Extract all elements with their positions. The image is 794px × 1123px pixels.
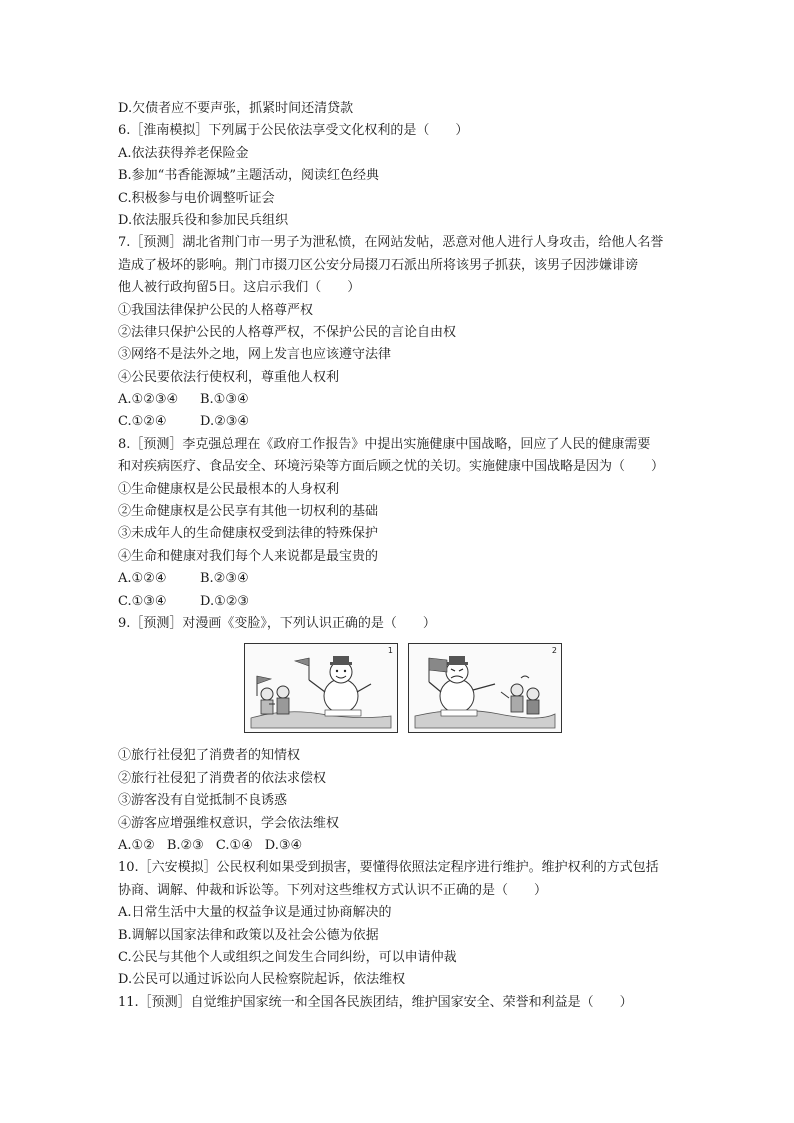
question-9-statement-2: ②旅行社侵犯了消费者的依法求偿权	[118, 770, 327, 786]
question-8-options-ab	[118, 568, 688, 590]
question-9-option-d: D.③④	[264, 837, 303, 853]
question-9-statement-3: ③游客没有自觉抵制不良诱惑	[118, 793, 288, 809]
question-9: 9.［预测］对漫画《变脸》，下列认识正确的是（ ）	[118, 615, 436, 631]
question-6: 6.［淮南模拟］下列属于公民依法享受文化权利的是（ ）	[118, 123, 469, 139]
exam-page	[118, 98, 688, 1014]
question-7-options-cd	[118, 411, 688, 433]
option-d-previous: D.欠债者应不要声张，抓紧时间还清贷款	[118, 101, 354, 116]
panel-1-number: 1	[387, 646, 393, 656]
question-6-option-d: D.依法服兵役和参加民兵组织	[118, 212, 289, 228]
question-10-option-b: B.调解以国家法律和政策以及社会公德为依据	[118, 927, 379, 943]
panel-2-number: 2	[551, 646, 557, 656]
question-7-line-1: 7.［预测］湖北省荆门市一男子为泄私愤，在网站发帖，恶意对他人进行人身攻击，给他人名誉	[118, 235, 664, 251]
snowman-chasing-tourists-illustration	[409, 644, 561, 732]
question-6-option-c: C.积极参与电价调整听证会	[118, 190, 275, 206]
question-10-option-c: C.公民与其他个人或组织之间发生合同纠纷，可以申请仲裁	[118, 949, 457, 965]
question-7-option-c: C.①②④	[118, 414, 167, 430]
question-11: 11.［预测］自觉维护国家统一和全国各民族团结，维护国家安全、荣誉和利益是（ ）	[118, 994, 633, 1010]
question-8-line-1: 8.［预测］李克强总理在《政府工作报告》中提出实施健康中国战略，回应了人民的健康需要	[118, 436, 651, 452]
question-6-option-a: A.依法获得养老保险金	[118, 145, 249, 161]
question-9-option-b: B.②③	[166, 837, 204, 853]
question-10-option-a: A.日常生活中大量的权益争议是通过协商解决的	[118, 905, 392, 921]
question-9-statement-4: ④游客应增强维权意识，学会依法维权	[118, 815, 340, 831]
question-8-line-2: 和对疾病医疗、食品安全、环境污染等方面后顾之忧的关切。实施健康中国战略是因为（ ）	[118, 459, 665, 475]
question-7-line-2: 造成了极坏的影响。荆门市掇刀区公安分局掇刀石派出所将该男子抓获，该男子因涉嫌诽谤	[118, 257, 639, 273]
question-8-option-b: B.②③④	[200, 571, 249, 587]
snowman-welcoming-tourists-illustration	[245, 644, 397, 732]
question-9-options	[118, 835, 688, 857]
question-7-statement-4: ④公民要依法行使权利，尊重他人权利	[118, 369, 340, 385]
comic-figure	[118, 643, 688, 735]
question-6-option-b: B.参加“书香能源城”主题活动，阅读红色经典	[118, 168, 379, 184]
question-7-line-3: 他人被行政拘留5日。这启示我们（ ）	[118, 280, 361, 296]
question-8-option-c: C.①③④	[118, 593, 167, 609]
question-9-option-c: C.①④	[215, 837, 253, 853]
question-7-options-ab	[118, 389, 688, 411]
question-7-option-b: B.①③④	[200, 392, 249, 408]
question-7-statement-3: ③网络不是法外之地，网上发言也应该遵守法律	[118, 347, 392, 363]
comic-panel-1	[244, 643, 398, 733]
question-7-statement-2: ②法律只保护公民的人格尊严权，不保护公民的言论自由权	[118, 324, 457, 340]
question-10-line-1: 10.［六安模拟］公民权利如果受到损害，要懂得依照法定程序进行维护。维护权利的方式包括	[118, 860, 659, 876]
question-9-option-a: A.①②	[118, 837, 155, 853]
question-7-option-d: D.②③④	[200, 414, 250, 430]
question-8-option-d: D.①②③	[200, 593, 250, 609]
question-8-statement-3: ③未成年人的生命健康权受到法律的特殊保护	[118, 526, 379, 542]
question-10-line-2: 协商、调解、仲裁和诉讼等。下列对这些维权方式认识不正确的是（ ）	[118, 882, 548, 898]
question-7-option-a: A.①②③④	[118, 392, 179, 408]
question-8-statement-2: ②生命健康权是公民享有其他一切权利的基础	[118, 504, 379, 520]
question-10-option-d: D.公民可以通过诉讼向人民检察院起诉，依法维权	[118, 972, 406, 988]
question-8-options-cd	[118, 591, 688, 613]
comic-panel-2	[408, 643, 562, 733]
question-8-statement-4: ④生命和健康对我们每个人来说都是最宝贵的	[118, 548, 379, 564]
question-8-option-a: A.①②④	[118, 571, 167, 587]
question-7-statement-1: ①我国法律保护公民的人格尊严权	[118, 302, 314, 318]
question-8-statement-1: ①生命健康权是公民最根本的人身权利	[118, 481, 340, 497]
question-9-statement-1: ①旅行社侵犯了消费者的知情权	[118, 748, 301, 764]
